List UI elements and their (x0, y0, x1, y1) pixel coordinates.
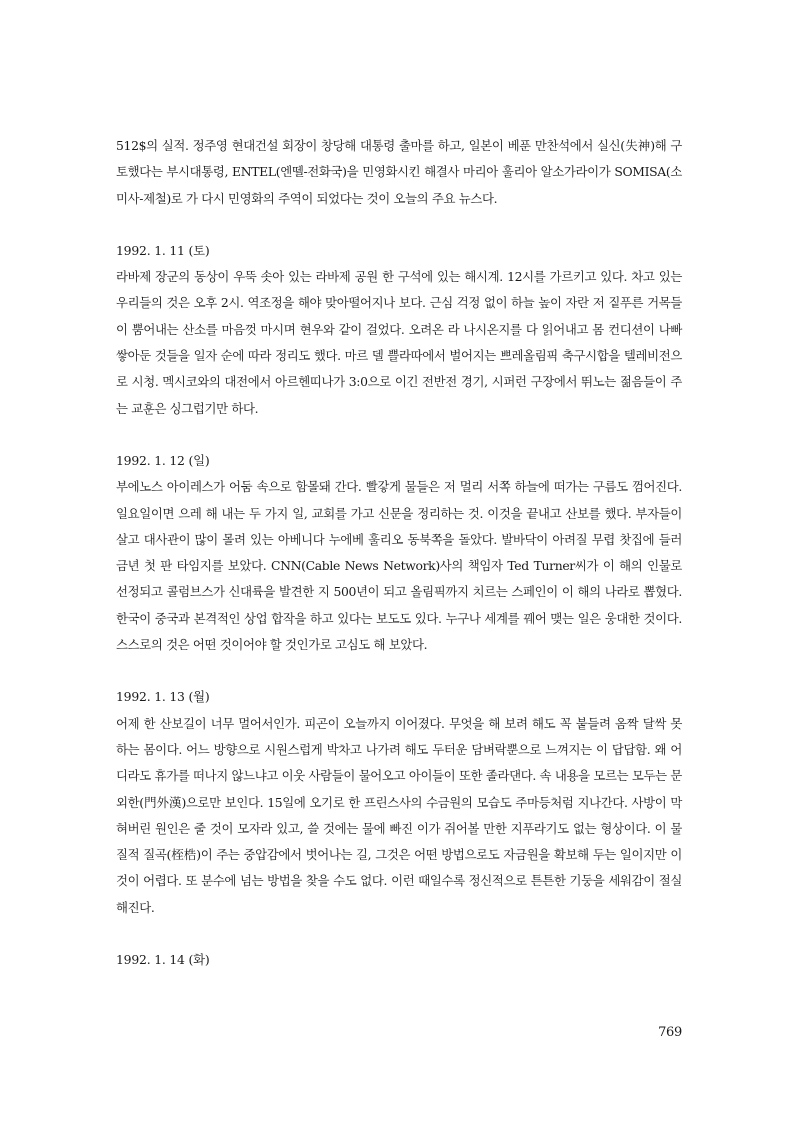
entry-spacer (116, 658, 682, 684)
entry-text: 어제 한 산보길이 너무 멀어서인가. 피곤이 오늘까지 이어졌다. 무엇을 해 보려 해도 꼭 붙들려 옴짝 달싹 못 하는 몸이다. 어느 방향으로 시원스럽게 박차고 나가려 해도 두터운 담벼락뿐으로 느껴지는 이 답답함. 왜 어디라도 휴가를 떠나지 않느냐고 이웃 사람들이 물어오고 아이들이 또한 졸라댄다. 속 내용을 모르는 모두는 문외한(門外漢)으로만 보인다. 15일에 오기로 한 프린스사의 수금원의 모습도 주마등처럼 지나간다. 사방이 막혀버린 원인은 줄 것이 모자라 있고, 쓸 것에는 물에 빠진 이가 쥐어볼 만한 지푸라기도 없는 형상이다. 이 물질적 질곡(桎梏)이 주는 중압감에서 벗어나는 길, 그것은 어떤 방법으로도 자금원을 확보해 두는 일이지만 이것이 어렵다. 또 분수에 넘는 방법을 찾을 수도 없다. 이런 때일수록 정신적으로 튼튼한 기둥을 세워감이 절실해진다. (116, 715, 682, 915)
entry-spacer (116, 212, 682, 238)
entry-text: 라바제 장군의 동상이 우뚝 솟아 있는 라바제 공원 한 구석에 있는 해시계. 12시를 가르키고 있다. 차고 있는 우리들의 것은 오후 2시. 역조정을 해야 맞아떨어지나 보다. 근심 걱정 없이 하늘 높이 자란 저 짙푸른 거목들이 뿜어내는 산소를 마음껏 마시며 현우와 같이 걸었다. 오려온 라 나시온지를 다 읽어내고 몸 컨디션이 나빠 쌓아둔 것들을 일자 순에 따라 정리도 했다. 마르 델 쁠라따에서 벌어지는 쁘레올림픽 축구시합을 텔레비전으로 시청. 멕시코와의 대전에서 아르헨띠나가 3:0으로 이긴 전반전 경기, 시퍼런 구장에서 뛰노는 젊음들이 주는 교훈은 싱그럽기만 하다. (116, 269, 682, 416)
entry-text: 부에노스 아이레스가 어둠 속으로 함몰돼 간다. 빨갛게 물들은 저 멀리 서쪽 하늘에 떠가는 구름도 껌어진다. 일요일이면 으레 해 내는 두 가지 일, 교회를 가고 신문을 정리하는 것. 이것을 끝내고 산보를 했다. 부자들이 살고 대사관이 많이 몰려 있는 아베니다 누에베 훌리오 동북쪽을 돌았다. 발바닥이 아려질 무렵 찻집에 들러 금년 첫 판 타임지를 보았다. CNN(Cable News Network)사의 책임자 Ted Turner씨가 이 해의 인물로 선정되고 콜럼브스가 신대륙을 발견한 지 500년이 되고 올림픽까지 치르는 스페인이 이 해의 나라로 뽑혔다. 한국이 중국과 본격적인 상업 합작을 하고 있다는 보도도 있다. 누구나 세계를 꿰어 맺는 일은 웅대한 것이다. 스스로의 것은 어떤 것이어야 할 것인가로 고심도 해 보았다. (116, 479, 682, 653)
page-number: 769 (658, 1025, 682, 1040)
entry-text: 512$의 실적. 정주영 현대건설 회장이 창당해 대통령 출마를 하고, 일본이 베푼 만찬석에서 실신(失神)해 구토했다는 부시대통령, ENTEL(엔뗄-전화국)을 민영화시킨 해결사 마리아 훌리아 알소가라이가 SOMISA(소미사-제철)로 가 다시 민영화의 주역이 되었다는 것이 오늘의 주요 뉴스다. (116, 138, 682, 206)
diary-page-body (116, 133, 682, 973)
entry-date: 1992. 1. 12 (일) (116, 452, 210, 468)
entry-date: 1992. 1. 14 (화) (116, 952, 210, 968)
entry-date: 1992. 1. 13 (월) (116, 689, 210, 705)
entry-spacer (116, 921, 682, 947)
entry-spacer (116, 422, 682, 448)
entry-date: 1992. 1. 11 (토) (116, 242, 210, 258)
